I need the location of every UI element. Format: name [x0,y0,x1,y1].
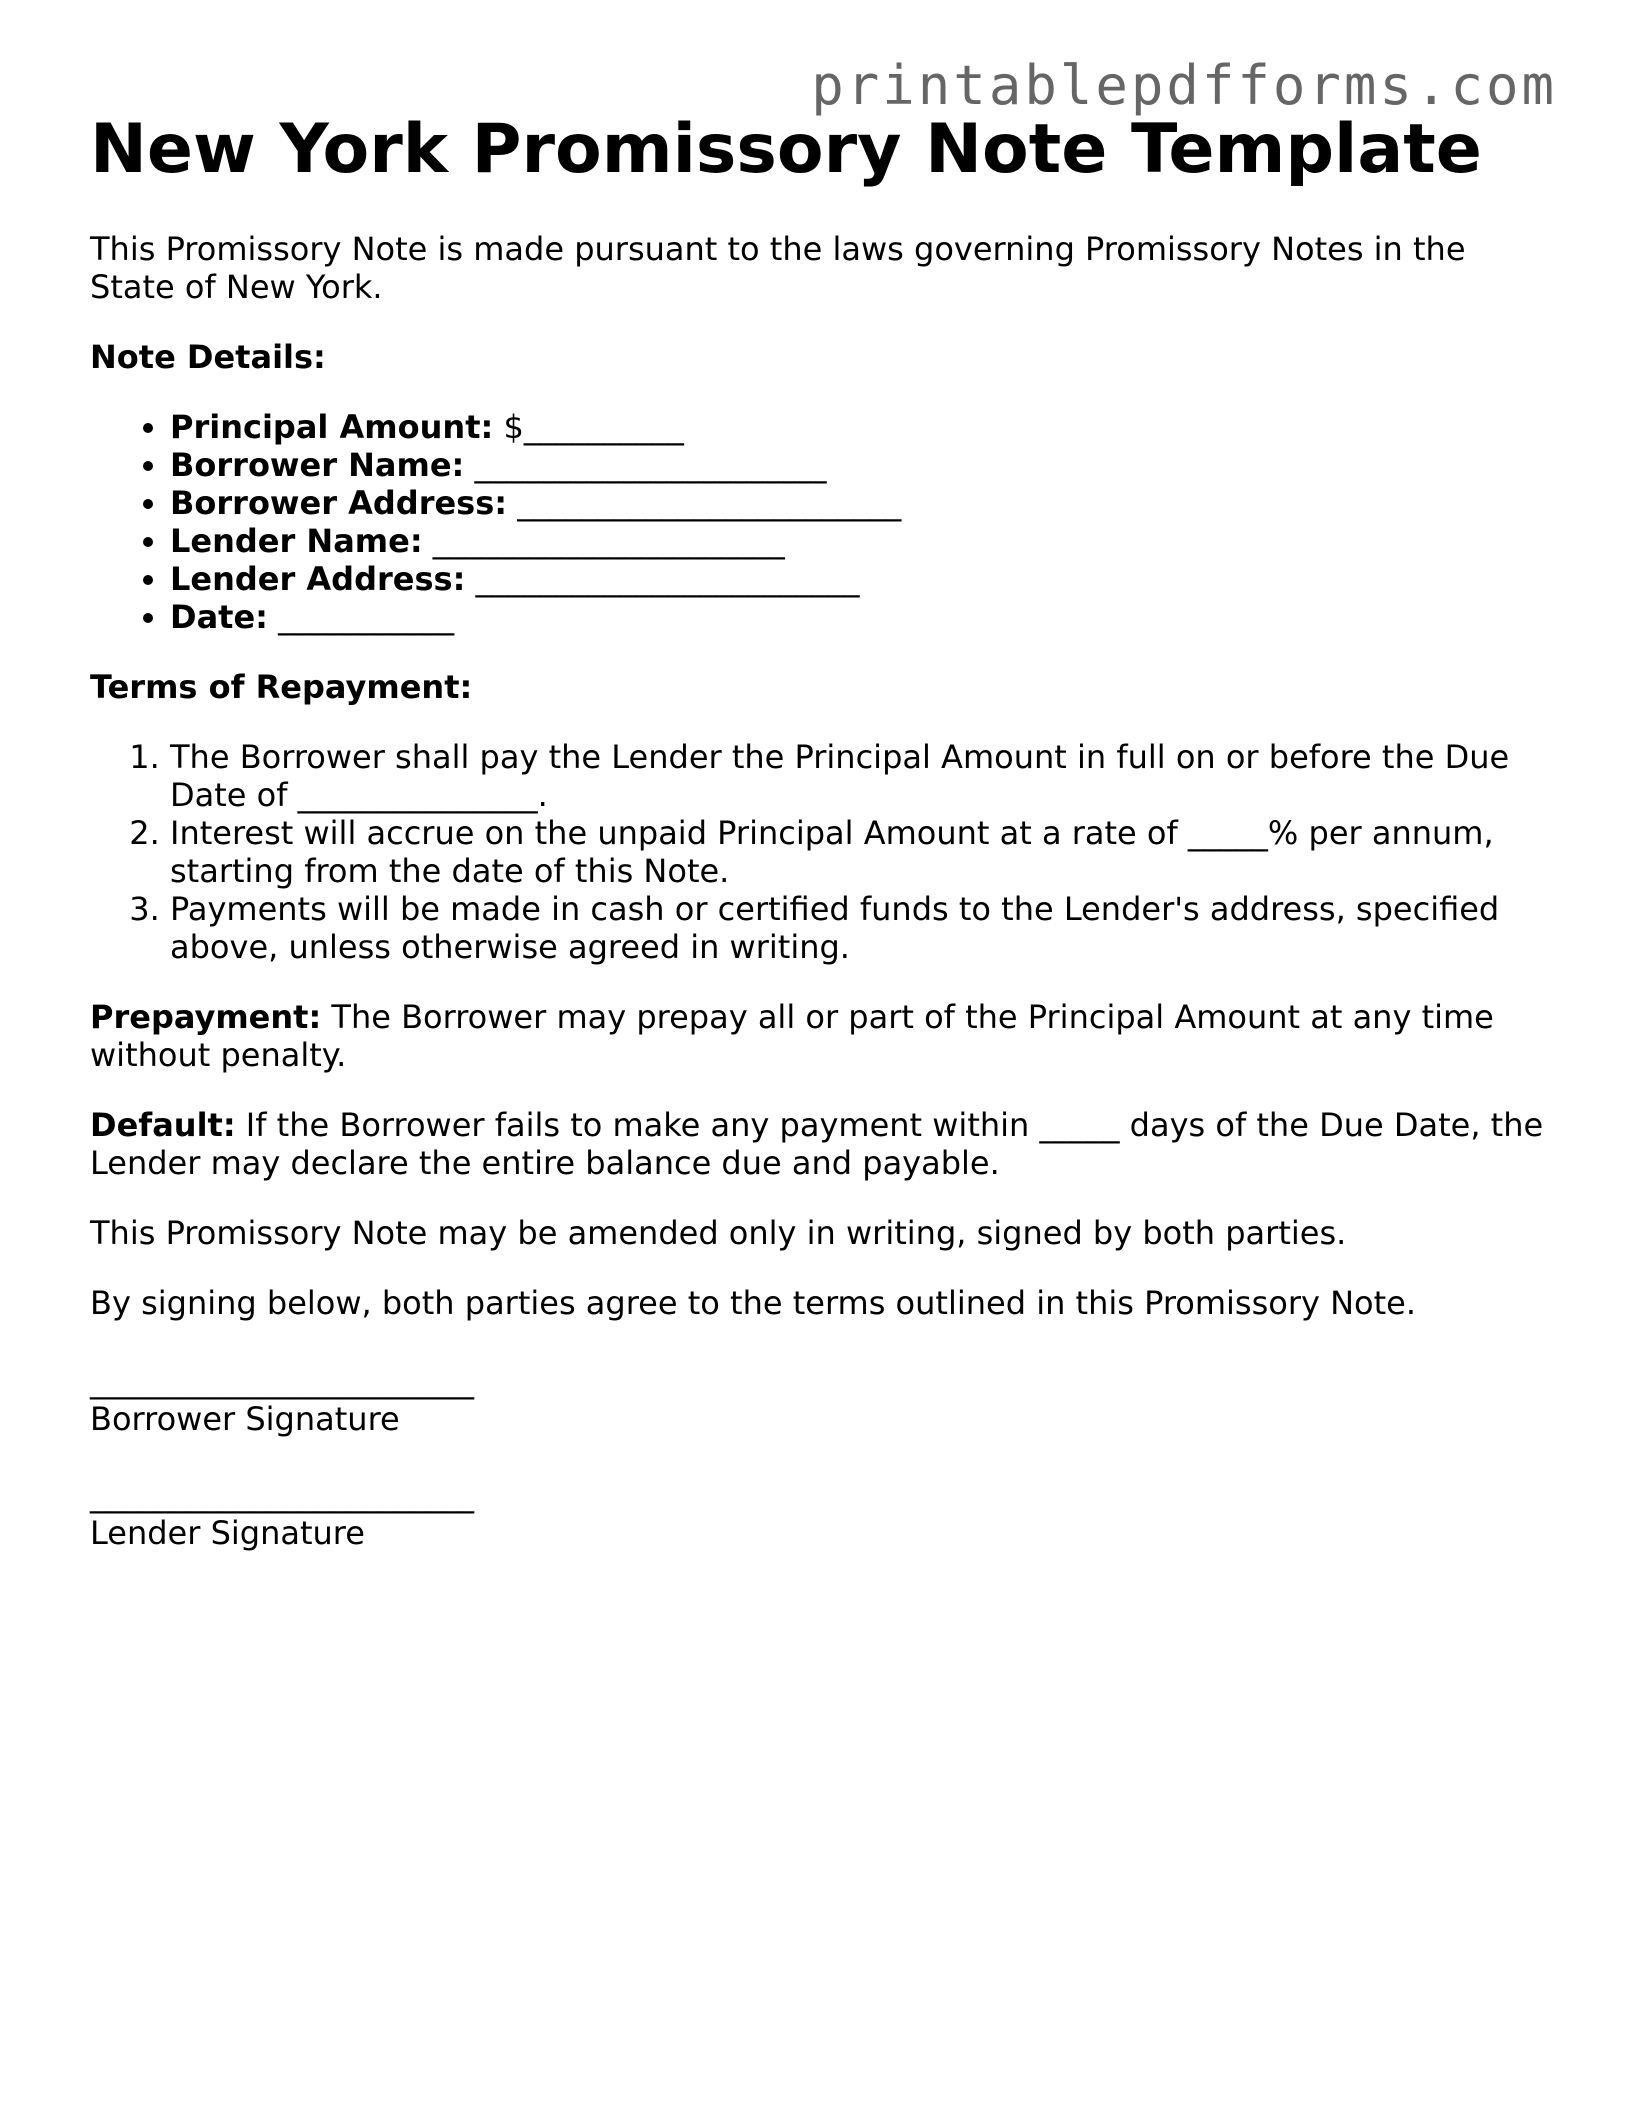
note-details-heading: Note Details: [90,338,326,376]
amendment-paragraph: This Promissory Note may be amended only in writing, signed by both parties. [90,1214,1347,1252]
lender-address-blank: ________________________ [475,560,860,598]
note-details-list [90,408,1560,636]
detail-date: • Date: ___________ [170,598,1560,636]
document-page [90,110,1560,1590]
signature-label: Lender Signature [90,1514,365,1552]
signature-block [90,1362,1560,1552]
term-item: 2. Interest will accrue on the unpaid Principal Amount at a rate of _____% per annum, starting from the date of this Note. [170,814,1560,890]
signature-label: Borrower Signature [90,1400,400,1438]
terms-list [90,738,1560,966]
detail-principal-amount: • Principal Amount: $__________ [170,408,1560,446]
default-paragraph [90,1106,1560,1182]
intro-paragraph: This Promissory Note is made pursuant to the laws governing Promissory Notes in the State of New York. [90,230,1466,306]
prepayment-label: Prepayment: [90,998,322,1036]
prepayment-paragraph [90,998,1560,1074]
term-item: 1. The Borrower shall pay the Lender the Principal Amount in full on or before the Due Date of _______________. [170,738,1560,814]
lender-signature [90,1476,1560,1552]
borrower-name-blank: ______________________ [474,446,827,484]
default-label: Default: [90,1106,236,1144]
detail-borrower-name: • Borrower Name: ______________________ [170,446,1560,484]
terms-heading: Terms of Repayment: [90,668,473,706]
agreement-paragraph: By signing below, both parties agree to the terms outlined in this Promissory Note. [90,1284,1417,1322]
signature-line: ________________________ [90,1362,474,1400]
page-title: New York Promissory Note Template [90,110,1482,189]
detail-lender-name: • Lender Name: ______________________ [170,522,1560,560]
principal-amount-blank: $__________ [503,408,684,446]
prepayment-text: The Borrower may prepay all or part of the Principal Amount at any time without penalty. [90,998,1494,1074]
default-text: If the Borrower fails to make any payment within _____ days of the Due Date, the Lender may declare the entire balance due and payable. [90,1106,1544,1182]
borrower-address-blank: ________________________ [517,484,902,522]
borrower-signature [90,1362,1560,1438]
watermark-text: printablepdfforms.com [811,54,1557,117]
detail-lender-address: • Lender Address: ________________________ [170,560,1560,598]
lender-name-blank: ______________________ [432,522,785,560]
term-item: 3. Payments will be made in cash or certified funds to the Lender's address, specified above, unless otherwise agreed in writing. [170,890,1560,966]
detail-borrower-address: • Borrower Address: ________________________ [170,484,1560,522]
signature-line: ________________________ [90,1476,474,1514]
date-blank: ___________ [278,598,455,636]
